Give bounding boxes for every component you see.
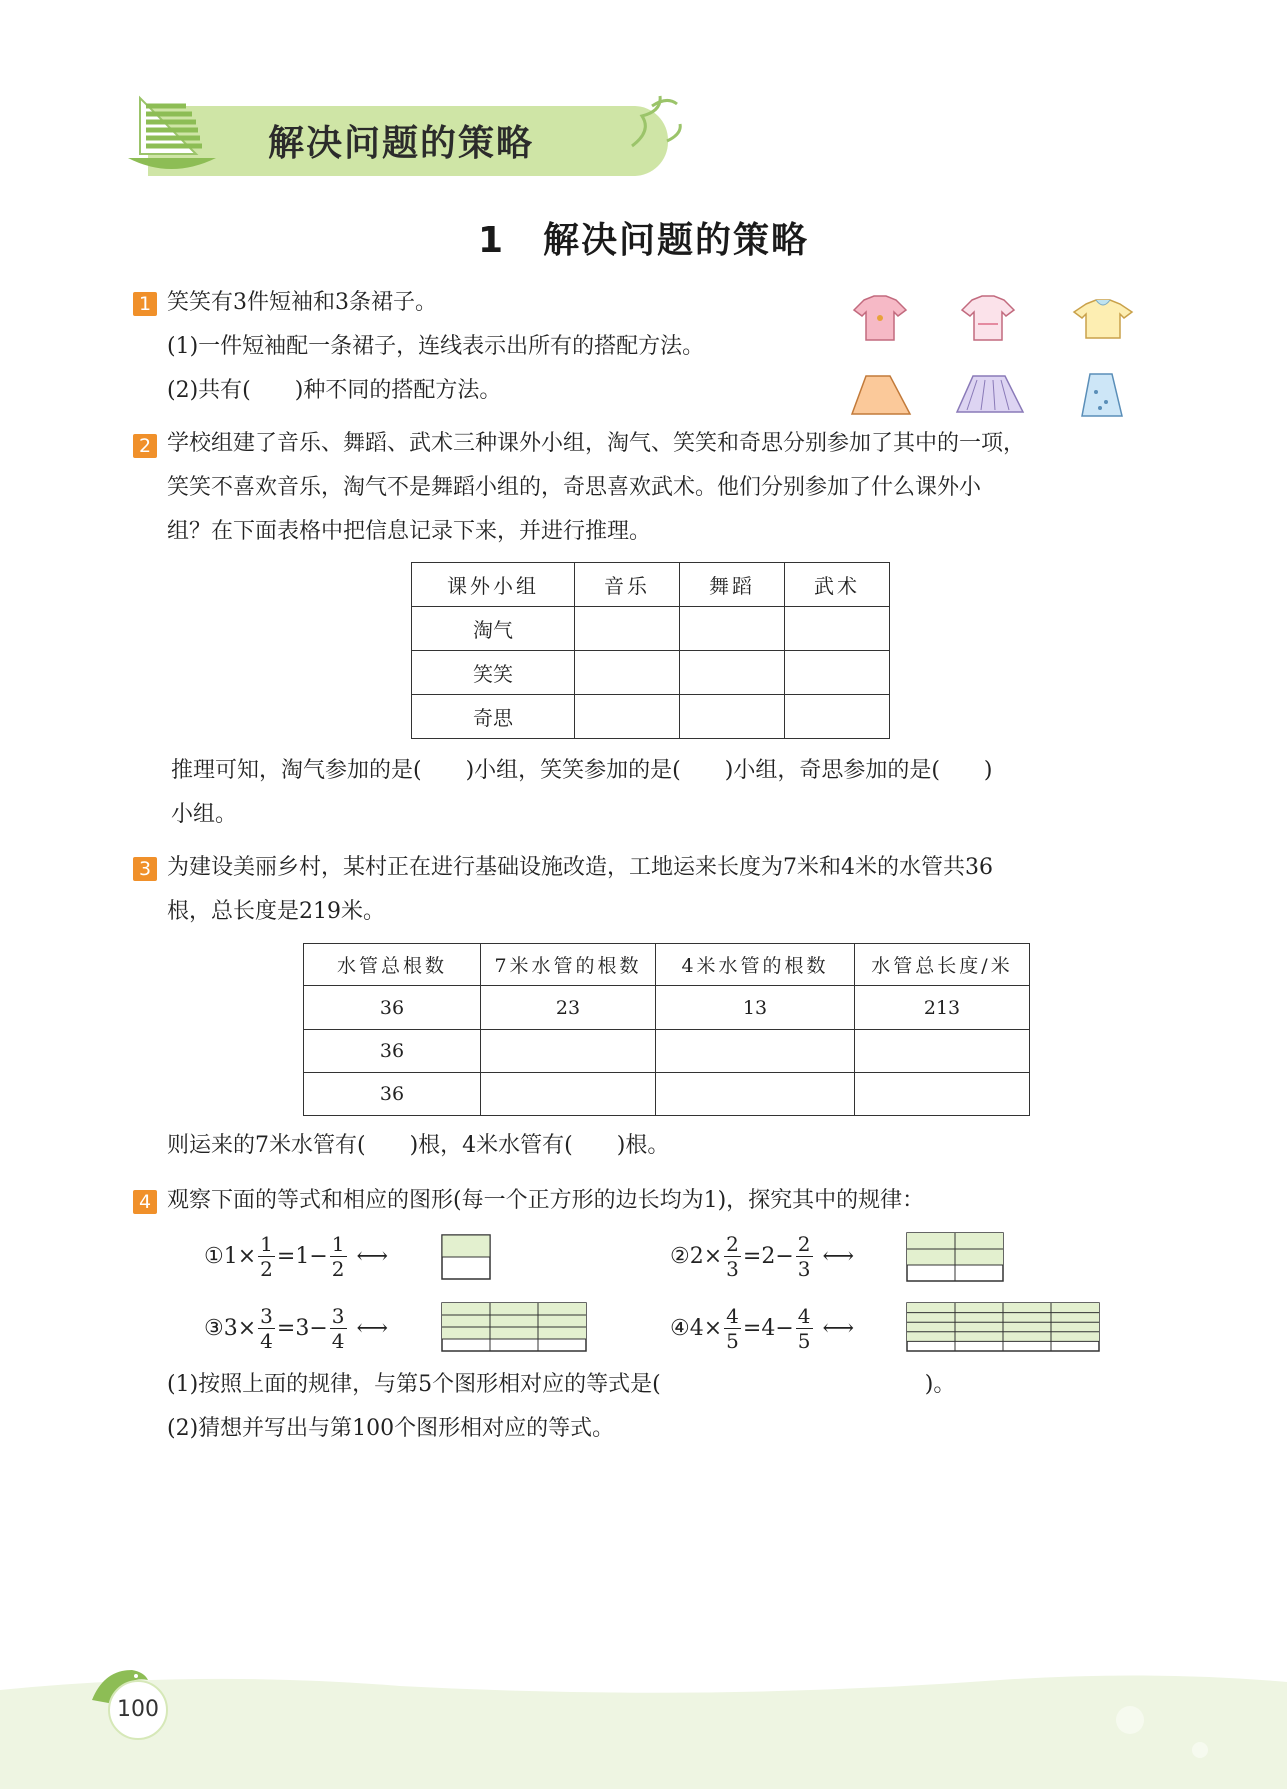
denominator: 2: [331, 1256, 345, 1281]
numerator: 1: [260, 1231, 273, 1256]
denominator: 5: [726, 1328, 739, 1353]
eq-a: 2: [761, 1243, 776, 1269]
double-arrow-icon: ⟷: [356, 1243, 389, 1269]
q3-table: [303, 943, 1030, 1116]
numerator: 4: [797, 1303, 811, 1328]
equation-3: ③ 3 × $\frac{3}{4}$ = 3 − $\frac{3}{4}$ ⟷: [204, 1303, 389, 1353]
numerator: 2: [797, 1231, 811, 1256]
double-arrow-icon: ⟷: [822, 1315, 855, 1341]
double-arrow-icon: ⟷: [822, 1243, 855, 1269]
eq-a: 4: [761, 1315, 776, 1341]
shirt-icon: [852, 294, 908, 344]
table-cell: 213: [855, 986, 1030, 1030]
denominator: 2: [260, 1256, 273, 1281]
eq-a: 1: [295, 1243, 310, 1269]
grid-figure-4: [906, 1302, 1102, 1354]
table-cell[interactable]: [575, 651, 680, 695]
fraction: [724, 1232, 741, 1281]
question-number: 3: [133, 857, 157, 881]
grid-figure-1: [441, 1234, 493, 1282]
numerator: 4: [726, 1303, 739, 1328]
numerator: 1: [331, 1231, 345, 1256]
shirt-icon: [960, 294, 1016, 344]
table-header: 课外小组: [412, 563, 575, 607]
section-title: 1 解决问题的策略: [477, 220, 810, 261]
eq-a: 3: [223, 1315, 238, 1341]
table-row-label: 淘气: [412, 607, 575, 651]
denominator: 3: [726, 1256, 739, 1281]
wave-decoration-icon: [622, 86, 702, 156]
table-cell[interactable]: [481, 1073, 656, 1116]
sailboat-icon: [126, 92, 216, 182]
table-cell[interactable]: [785, 651, 890, 695]
table-cell: 36: [304, 1073, 481, 1116]
numerator: 3: [331, 1303, 345, 1328]
table-header: 舞蹈: [680, 563, 785, 607]
fraction: [796, 1304, 813, 1353]
q2-table: [411, 562, 890, 739]
table-cell[interactable]: [785, 607, 890, 651]
numerator: 2: [726, 1231, 739, 1256]
table-cell[interactable]: [680, 607, 785, 651]
table-cell[interactable]: [481, 1030, 656, 1073]
shirt-icon: [1072, 298, 1134, 342]
eq-label: ①: [204, 1243, 224, 1269]
double-arrow-icon: ⟷: [356, 1315, 389, 1341]
q3-text: 根，总长度是219米。: [167, 899, 385, 924]
q4-text: 观察下面的等式和相应的图形(每一个正方形的边长均为1)，探究其中的规律：: [167, 1188, 925, 1213]
table-cell: 13: [656, 986, 855, 1030]
q3-answer: 则运来的7米水管有( )根，4米水管有( )根。: [167, 1133, 670, 1158]
equation-4: ④ 4 × $\frac{4}{5}$ = 4 − $\frac{4}{5}$ ⟷: [670, 1303, 855, 1353]
table-header: 水管总长度/米: [855, 944, 1030, 986]
equation-2: ② 2 × $\frac{2}{3}$ = 2 − $\frac{2}{3}$ ⟷: [670, 1231, 855, 1281]
table-header: 7米水管的根数: [481, 944, 656, 986]
q3-text: 为建设美丽乡村，某村正在进行基础设施改造，工地运来长度为7米和4米的水管共36: [167, 855, 993, 880]
q2-answer: 小组。: [171, 802, 238, 827]
banner-title: 解决问题的策略: [268, 123, 535, 164]
skirt-icon: [955, 372, 1025, 418]
q2-text: 学校组建了音乐、舞蹈、武术三种课外小组，淘气、笑笑和奇思分别参加了其中的一项，: [167, 431, 1026, 456]
denominator: 3: [797, 1256, 811, 1281]
skirt-icon: [1080, 372, 1124, 420]
eq-a: 3: [295, 1315, 310, 1341]
eq-a: 1: [223, 1243, 238, 1269]
table-header: 4米水管的根数: [656, 944, 855, 986]
question-number: 2: [133, 434, 157, 458]
fraction: [796, 1232, 813, 1281]
table-cell[interactable]: [656, 1030, 855, 1073]
equation-1: ① 1 × $\frac{1}{2}$ = 1 − $\frac{1}{2}$ ⟷: [204, 1231, 389, 1281]
fraction: [258, 1232, 275, 1281]
eq-label: ②: [670, 1243, 690, 1269]
table-cell[interactable]: [680, 651, 785, 695]
page-number: 100: [108, 1680, 168, 1740]
skirt-icon: [850, 372, 912, 418]
eq-label: ④: [670, 1315, 690, 1341]
eq-label: ③: [204, 1315, 224, 1341]
q1-text: 笑笑有3件短袖和3条裙子。: [167, 290, 437, 315]
eq-a: 4: [689, 1315, 704, 1341]
footer-wave: [0, 1660, 1287, 1789]
table-cell[interactable]: [656, 1073, 855, 1116]
table-header: 水管总根数: [304, 944, 481, 986]
q1-sub2: (2)共有( )种不同的搭配方法。: [167, 378, 502, 403]
q2-text: 组？在下面表格中把信息记录下来，并进行推理。: [167, 519, 652, 544]
q1-sub1: (1)一件短袖配一条裙子，连线表示出所有的搭配方法。: [167, 334, 705, 359]
table-header: 武术: [785, 563, 890, 607]
q2-answer: 推理可知，淘气参加的是( )小组，笑笑参加的是( )小组，奇思参加的是( ): [171, 758, 993, 783]
q4-sub1: (1)按照上面的规律，与第5个图形相对应的等式是( )。: [167, 1372, 956, 1397]
fraction: [330, 1304, 347, 1353]
denominator: 4: [331, 1328, 345, 1353]
q2-text: 笑笑不喜欢音乐，淘气不是舞蹈小组的，奇思喜欢武术。他们分别参加了什么课外小: [167, 475, 982, 500]
table-cell[interactable]: [575, 695, 680, 739]
question-number: 1: [133, 292, 157, 316]
table-cell: 36: [304, 986, 481, 1030]
table-cell: 23: [481, 986, 656, 1030]
table-cell[interactable]: [680, 695, 785, 739]
table-cell[interactable]: [855, 1073, 1030, 1116]
fraction: [330, 1232, 347, 1281]
question-number: 4: [133, 1190, 157, 1214]
denominator: 5: [797, 1328, 811, 1353]
denominator: 4: [260, 1328, 273, 1353]
grid-figure-2: [906, 1232, 1006, 1284]
table-cell[interactable]: [785, 695, 890, 739]
numerator: 3: [260, 1303, 273, 1328]
eq-a: 2: [689, 1243, 704, 1269]
fraction: [724, 1304, 741, 1353]
q4-sub2: (2)猜想并写出与第100个图形相对应的等式。: [167, 1416, 615, 1441]
fraction: [258, 1304, 275, 1353]
table-cell[interactable]: [855, 1030, 1030, 1073]
table-cell[interactable]: [575, 607, 680, 651]
table-row-label: 笑笑: [412, 651, 575, 695]
table-row-label: 奇思: [412, 695, 575, 739]
grid-figure-3: [441, 1302, 589, 1354]
table-header: 音乐: [575, 563, 680, 607]
table-cell: 36: [304, 1030, 481, 1073]
